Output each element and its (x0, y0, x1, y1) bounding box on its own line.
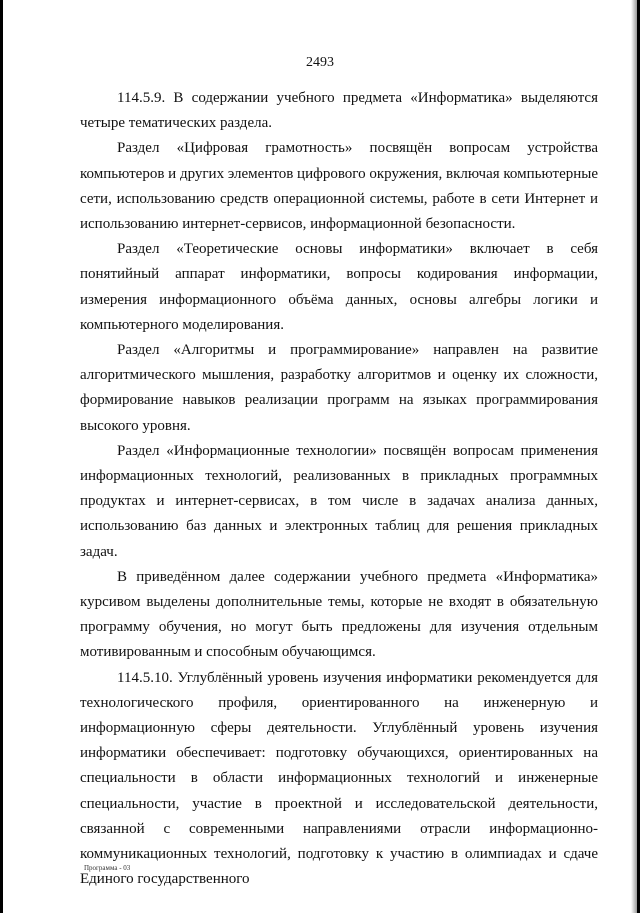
page-footer: Программа - 03 (84, 864, 131, 872)
paragraph-theoretical-foundations: Раздел «Теоретические основы информатики» включает в себя понятийный аппарат информатики, вопросы кодирования информации, измерения информационного объёма данных, основы алгебры логики и компьютерного моделирования. (80, 241, 598, 333)
paragraph-algorithms-programming: Раздел «Алгоритмы и программирование» направлен на развитие алгоритмического мышления, разработку алгоритмов и оценку их сложности, формирование навыков реализации программ на языках программирования высокого уровня. (80, 342, 598, 434)
paragraph-advanced-level: 114.5.10. Углублённый уровень изучения информатики рекомендуется для технологического профиля, ориентированного на инженерную и информационную сферы деятельности. Углублённый уровень изучения информатики обеспечивает: подготовку обучающихся, ориентированных на специальности в области информационных технологий и инженерные специальности, участие в проектной и исследовательской деятельности, связанной с современными направлениями отрасли информационно-коммуникационных технологий, подготовку к участию в олимпиадах и сдаче Единого государственного (80, 669, 598, 888)
page-number: 2493 (306, 55, 334, 70)
paragraph-italic-note: В приведённом далее содержании учебного предмета «Информатика» курсивом выделены дополнительные темы, которые не входят в обязательную программу обучения, но могут быть предложены для изучения отдельным мотивированным и способным обучающимся. (80, 568, 598, 661)
paragraph-digital-literacy: Раздел «Цифровая грамотность» посвящён вопросам устройства компьютеров и других элементов цифрового окружения, включая компьютерные сети, использованию средств операционной системы, работе в сети Интернет и использованию интернет-сервисов, информационной безопасности. (80, 140, 598, 233)
paragraph-information-technologies: Раздел «Информационные технологии» посвящён вопросам применения информационных технологий, реализованных в прикладных программных продуктах и интернет-сервисах, в том числе в задачах анализа данных, использованию баз данных и электронных таблиц для решения прикладных задач. (80, 442, 598, 560)
document-body (80, 86, 598, 893)
scan-border-left (0, 0, 3, 913)
paragraph-section-intro: 114.5.9. В содержании учебного предмета «Информатика» выделяются четыре тематических раздела. (80, 90, 598, 132)
